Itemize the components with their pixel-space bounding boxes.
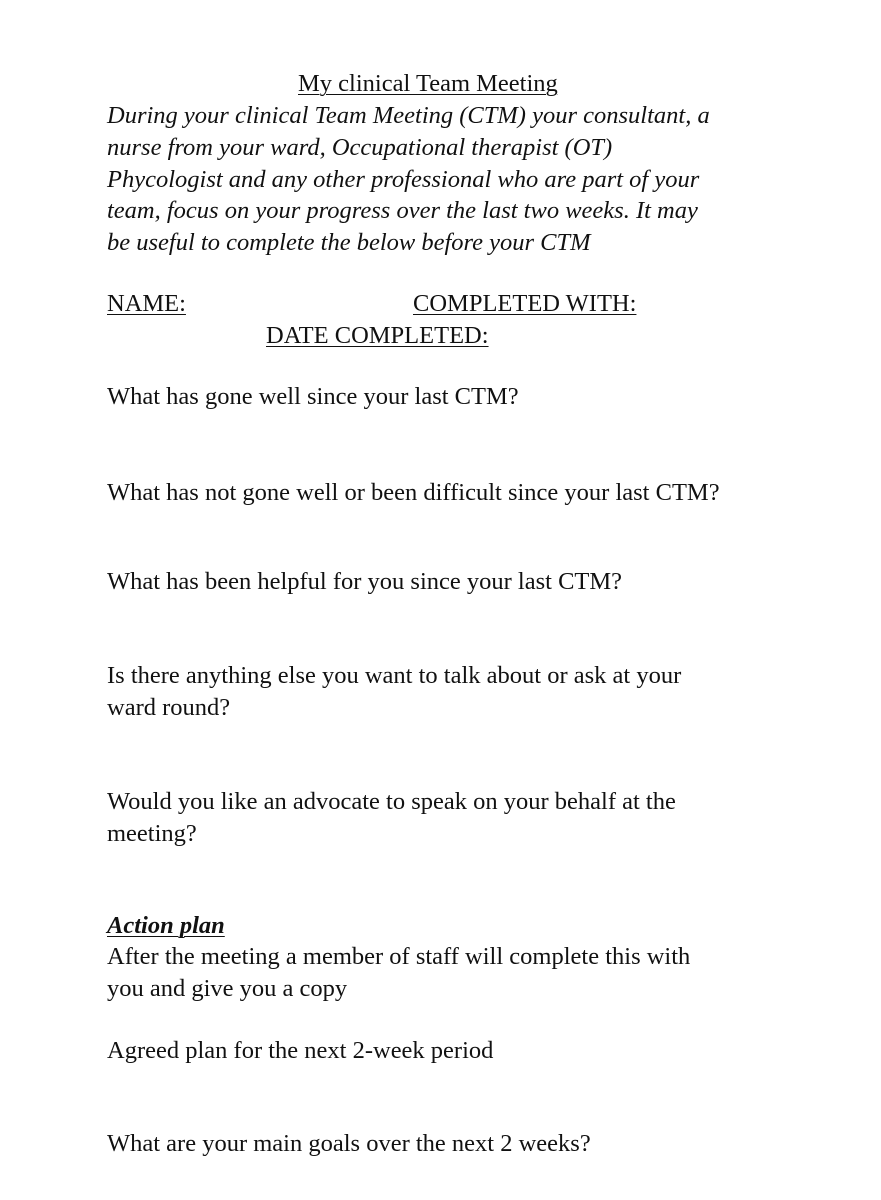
question-anything-else-line-2: ward round?	[107, 694, 231, 721]
intro-line-1: During your clinical Team Meeting (CTM) your consultant, a	[107, 102, 710, 129]
intro-line-3: Phycologist and any other professional who are part of your	[107, 166, 700, 193]
intro-line-2: nurse from your ward, Occupational therapist (OT)	[107, 134, 613, 161]
intro-line-5: be useful to complete the below before your CTM	[107, 229, 591, 256]
action-plan-description-line-2: you and give you a copy	[107, 975, 348, 1002]
date-completed-field-label: DATE COMPLETED:	[266, 322, 489, 349]
question-gone-well: What has gone well since your last CTM?	[107, 383, 519, 410]
question-helpful: What has been helpful for you since your last CTM?	[107, 568, 623, 595]
intro-line-4: team, focus on your progress over the last two weeks. It may	[107, 197, 698, 224]
question-advocate-line-1: Would you like an advocate to speak on your behalf at the	[107, 788, 676, 815]
agreed-plan-prompt: Agreed plan for the next 2-week period	[107, 1037, 494, 1064]
completed-with-field-label: COMPLETED WITH:	[413, 290, 637, 317]
question-advocate-line-2: meeting?	[107, 820, 197, 847]
action-plan-heading: Action plan	[107, 912, 225, 939]
main-goals-prompt: What are your main goals over the next 2 weeks?	[107, 1130, 591, 1157]
question-not-gone-well: What has not gone well or been difficult since your last CTM?	[107, 479, 720, 506]
question-anything-else-line-1: Is there anything else you want to talk about or ask at your	[107, 662, 682, 689]
name-field-label: NAME:	[107, 290, 186, 317]
action-plan-description-line-1: After the meeting a member of staff will complete this with	[107, 943, 691, 970]
page-title: My clinical Team Meeting	[298, 70, 558, 97]
